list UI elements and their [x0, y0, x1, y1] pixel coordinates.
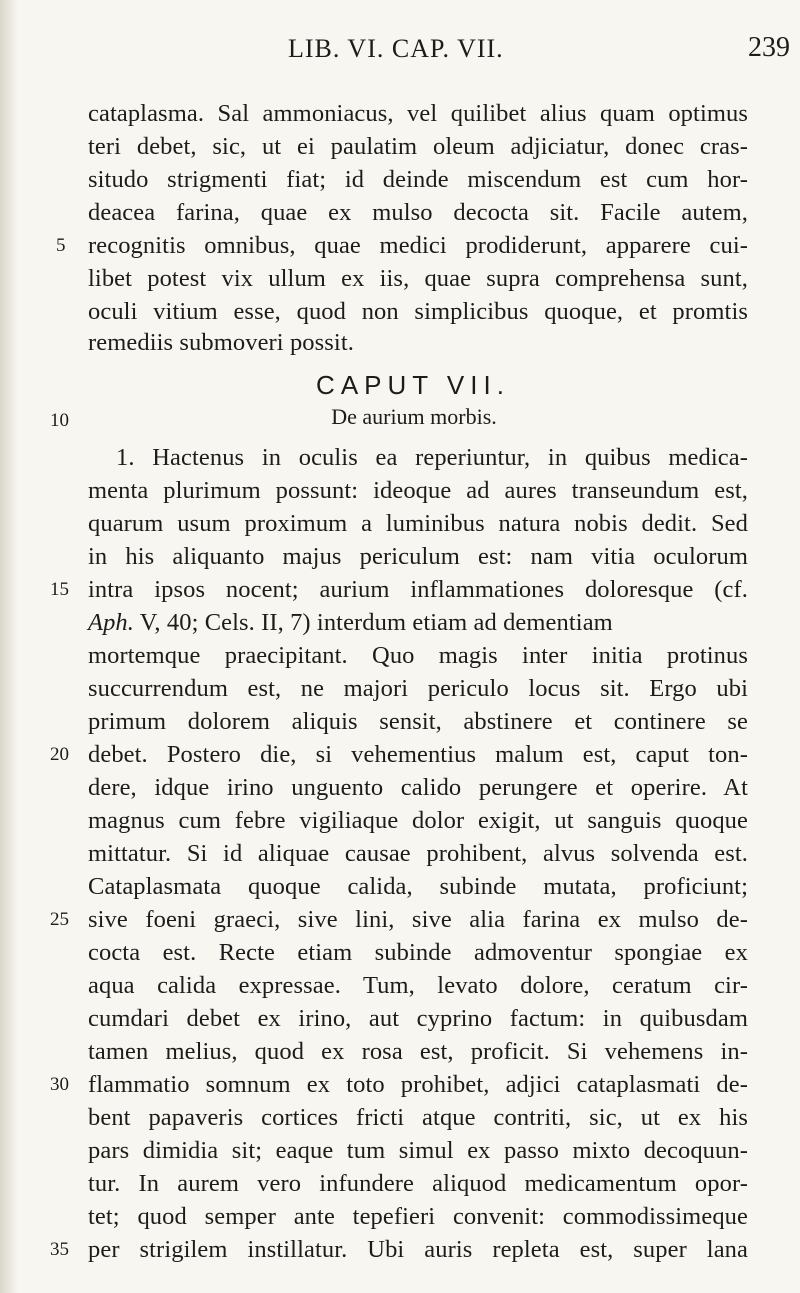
- text-line: quarum usum proximum a luminibus natura nobis dedit. Sed: [88, 510, 748, 537]
- text-line: flammatio somnum ex toto prohibet, adjici cataplasmati de-: [88, 1071, 748, 1098]
- line-number: 30: [50, 1074, 69, 1095]
- running-header: [0, 28, 800, 68]
- text-line: cocta est. Recte etiam subinde admoventur spongiae ex: [88, 939, 748, 966]
- chapter-title: CAPUT VII.: [316, 370, 510, 400]
- line-number: 20: [50, 744, 69, 765]
- text-line: primum dolorem aliquis sensit, abstinere et continere se: [88, 708, 748, 735]
- text-line: recognitis omnibus, quae medici prodiderunt, apparere cui-: [88, 232, 748, 259]
- text-line: dere, idque irino unguento calido perungere et operire. At: [88, 774, 748, 801]
- text-line: aqua calida expressae. Tum, levato dolore, ceratum cir-: [88, 972, 748, 999]
- text-line: sive foeni graeci, sive lini, sive alia farina ex mulso de-: [88, 906, 748, 933]
- line-number: 15: [50, 579, 69, 600]
- text-line: cataplasma. Sal ammoniacus, vel quilibet alius quam optimus: [88, 100, 748, 127]
- text-line: intra ipsos nocent; aurium inflammationes doloresque (cf.: [88, 576, 748, 603]
- text-line: tur. In aurem vero infundere aliquod medicamentum opor-: [88, 1170, 748, 1197]
- chapter-subtitle: De aurium morbis.: [331, 404, 497, 429]
- text-line: pars dimidia sit; eaque tum simul ex passo mixto decoquun-: [88, 1137, 748, 1164]
- text-line: libet potest vix ullum ex iis, quae supra comprehensa sunt,: [88, 265, 748, 292]
- text-line: in his aliquanto majus periculum est: nam vitia oculorum: [88, 543, 748, 570]
- text-line: 1. Hactenus in oculis ea reperiuntur, in quibus medica-: [116, 444, 748, 471]
- text-line: situdo strigmenti fiat; id deinde miscendum est cum hor-: [88, 166, 748, 193]
- binding-gutter: [0, 0, 18, 1293]
- line-number: 25: [50, 909, 69, 930]
- running-title: LIB. VI. CAP. VII.: [288, 34, 504, 63]
- line-number: 10: [50, 410, 69, 431]
- text-line: per strigilem instillatur. Ubi auris repleta est, super lana: [88, 1236, 748, 1263]
- text-line: cumdari debet ex irino, aut cyprino factum: in quibusdam: [88, 1005, 748, 1032]
- text-line: deacea farina, quae ex mulso decocta sit. Facile autem,: [88, 199, 748, 226]
- text-line: succurrendum est, ne majori periculo locus sit. Ergo ubi: [88, 675, 748, 702]
- text-line: mortemque praecipitant. Quo magis inter initia protinus: [88, 642, 748, 669]
- text-line: oculi vitium esse, quod non simplicibus quoque, et promtis: [88, 298, 748, 325]
- line-number: 35: [50, 1239, 69, 1260]
- text-line: magnus cum febre vigiliaque dolor exigit, ut sanguis quoque: [88, 807, 748, 834]
- page-number: 239: [748, 32, 790, 63]
- text-line: mittatur. Si id aliquae causae prohibent, alvus solvenda est.: [88, 840, 748, 867]
- text-line: tet; quod semper ante tepefieri convenit: commodissimeque: [88, 1203, 748, 1230]
- text-line: teri debet, sic, ut ei paulatim oleum adjiciatur, donec cras-: [88, 133, 748, 160]
- text-line: menta plurimum possunt: ideoque ad aures transeundum est,: [88, 477, 748, 504]
- text-line: Cataplasmata quoque calida, subinde mutata, proficiunt;: [88, 873, 748, 900]
- text-line: bent papaveris cortices fricti atque contriti, sic, ut ex his: [88, 1104, 748, 1131]
- citation-rest: V, 40; Cels. II, 7) interdum etiam ad dementiam: [134, 609, 613, 636]
- text-line: remediis submoveri possit.: [88, 329, 354, 356]
- text-line: tamen melius, quod ex rosa est, proficit. Si vehemens in-: [88, 1038, 748, 1065]
- line-number: 5: [56, 235, 66, 256]
- text-line: debet. Postero die, si vehementius malum est, caput ton-: [88, 741, 748, 768]
- text-line: [88, 606, 748, 639]
- citation-aph: Aph.: [88, 609, 134, 636]
